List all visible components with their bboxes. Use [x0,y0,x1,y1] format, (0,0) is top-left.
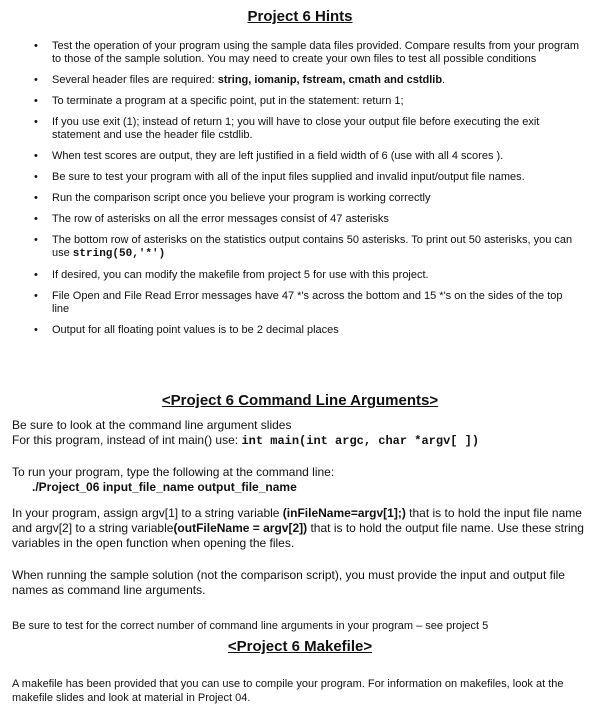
hint-headers-bold: string, iomanip, fstream, cmath and cstdlib [217,74,443,86]
main-signature-code: int main(int argc, char *argv[ ]) [241,434,480,448]
list-item [0,290,600,316]
bullet-icon: • [34,40,38,52]
bullet-icon: • [34,213,38,225]
list-item [0,269,600,282]
bullet-icon: • [34,324,38,336]
list-item [0,150,600,163]
hint-text: Run the comparison script once you believe your program is working correctly [52,192,431,204]
bullet-icon: • [34,234,38,246]
bullet-icon: • [34,150,38,162]
cmdline-text: that is to hold the input file name and argv[2] to a string variable [12,506,582,535]
cmdline-text: For this program, instead of int main() use: [12,433,242,447]
hint-text: File Open and File Read Error messages have 47 *'s across the bottom and 15 *'s on the sides of the top line [52,290,563,315]
list-item [0,192,600,205]
bullet-icon: • [34,95,38,107]
cmdline-sample: When running the sample solution (not the comparison script), you must provide the input and output file names as command line arguments. [12,568,565,597]
list-item [0,324,600,337]
makefile-text: A makefile has been provided that you can use to compile your program. For information on makefiles, look at the makefile slides and look at material in Project 04. [12,678,564,704]
cmdline-run [12,465,592,495]
hint-text: Test the operation of your program using the sample data files provided. Compare results from your program to those of the sample solution. You may need to create your own files to test all possible conditions [52,40,580,65]
cmdline-intro [12,418,592,449]
cmdline-check: Be sure to test for the correct number of command line arguments in your program – see project 5 [12,620,489,632]
list-item [0,40,600,66]
infile-code: (inFileName=argv[1];) [282,506,406,520]
hint-text: If you use exit (1); instead of return 1; you will have to close your output file before executing the exit statement and use the header file cstdlib. [52,116,540,141]
bullet-icon: • [34,74,38,86]
hint-text: The row of asterisks on all the error messages consist of 47 asterisks [52,213,389,225]
hint-text: . [442,74,446,86]
cmdline-text: In your program, assign argv[1] to a string variable [12,506,283,520]
cmdline-text: that is to hold the output file name. Use these string variables in the open function when opening the files. [12,521,584,550]
bullet-icon: • [34,171,38,183]
list-item [0,234,600,261]
hint-text: Several header files are required: [52,74,218,86]
bullet-icon: • [34,269,38,281]
command-example: ./Project_06 input_file_name output_file_name [32,480,297,494]
list-item [0,171,600,184]
hint-text: To terminate a program at a specific point, put in the statement: return 1; [52,95,404,107]
list-item [0,74,600,87]
cmdline-title: <Project 6 Command Line Arguments> [161,392,439,409]
bullet-icon: • [34,290,38,302]
bullet-icon: • [34,192,38,204]
hint-text: Output for all floating point values is to be 2 decimal places [52,324,339,336]
list-item [0,213,600,226]
hints-list [0,40,600,345]
hint-text: If desired, you can modify the makefile from project 5 for use with this project. [52,269,429,281]
hint-text: Be sure to test your program with all of the input files supplied and invalid input/output file names. [52,171,525,183]
makefile-title: <Project 6 Makefile> [227,638,373,655]
hints-title: Project 6 Hints [247,8,353,25]
outfile-code: (outFileName = argv[2]) [173,521,308,535]
hint-text: When test scores are output, they are left justified in a field width of 6 (use with all 4 scores ). [52,150,504,162]
list-item [0,95,600,108]
hint-text: The bottom row of asterisks on the statistics output contains 50 asterisks. To print out 50 asterisks, you can use [52,234,573,259]
bullet-icon: • [34,116,38,128]
cmdline-text: To run your program, type the following at the command line: [12,465,335,479]
code-snippet: string(50,'*') [72,248,166,260]
cmdline-assign [12,506,592,551]
cmdline-text: Be sure to look at the command line argument slides [12,418,292,432]
list-item [0,116,600,142]
